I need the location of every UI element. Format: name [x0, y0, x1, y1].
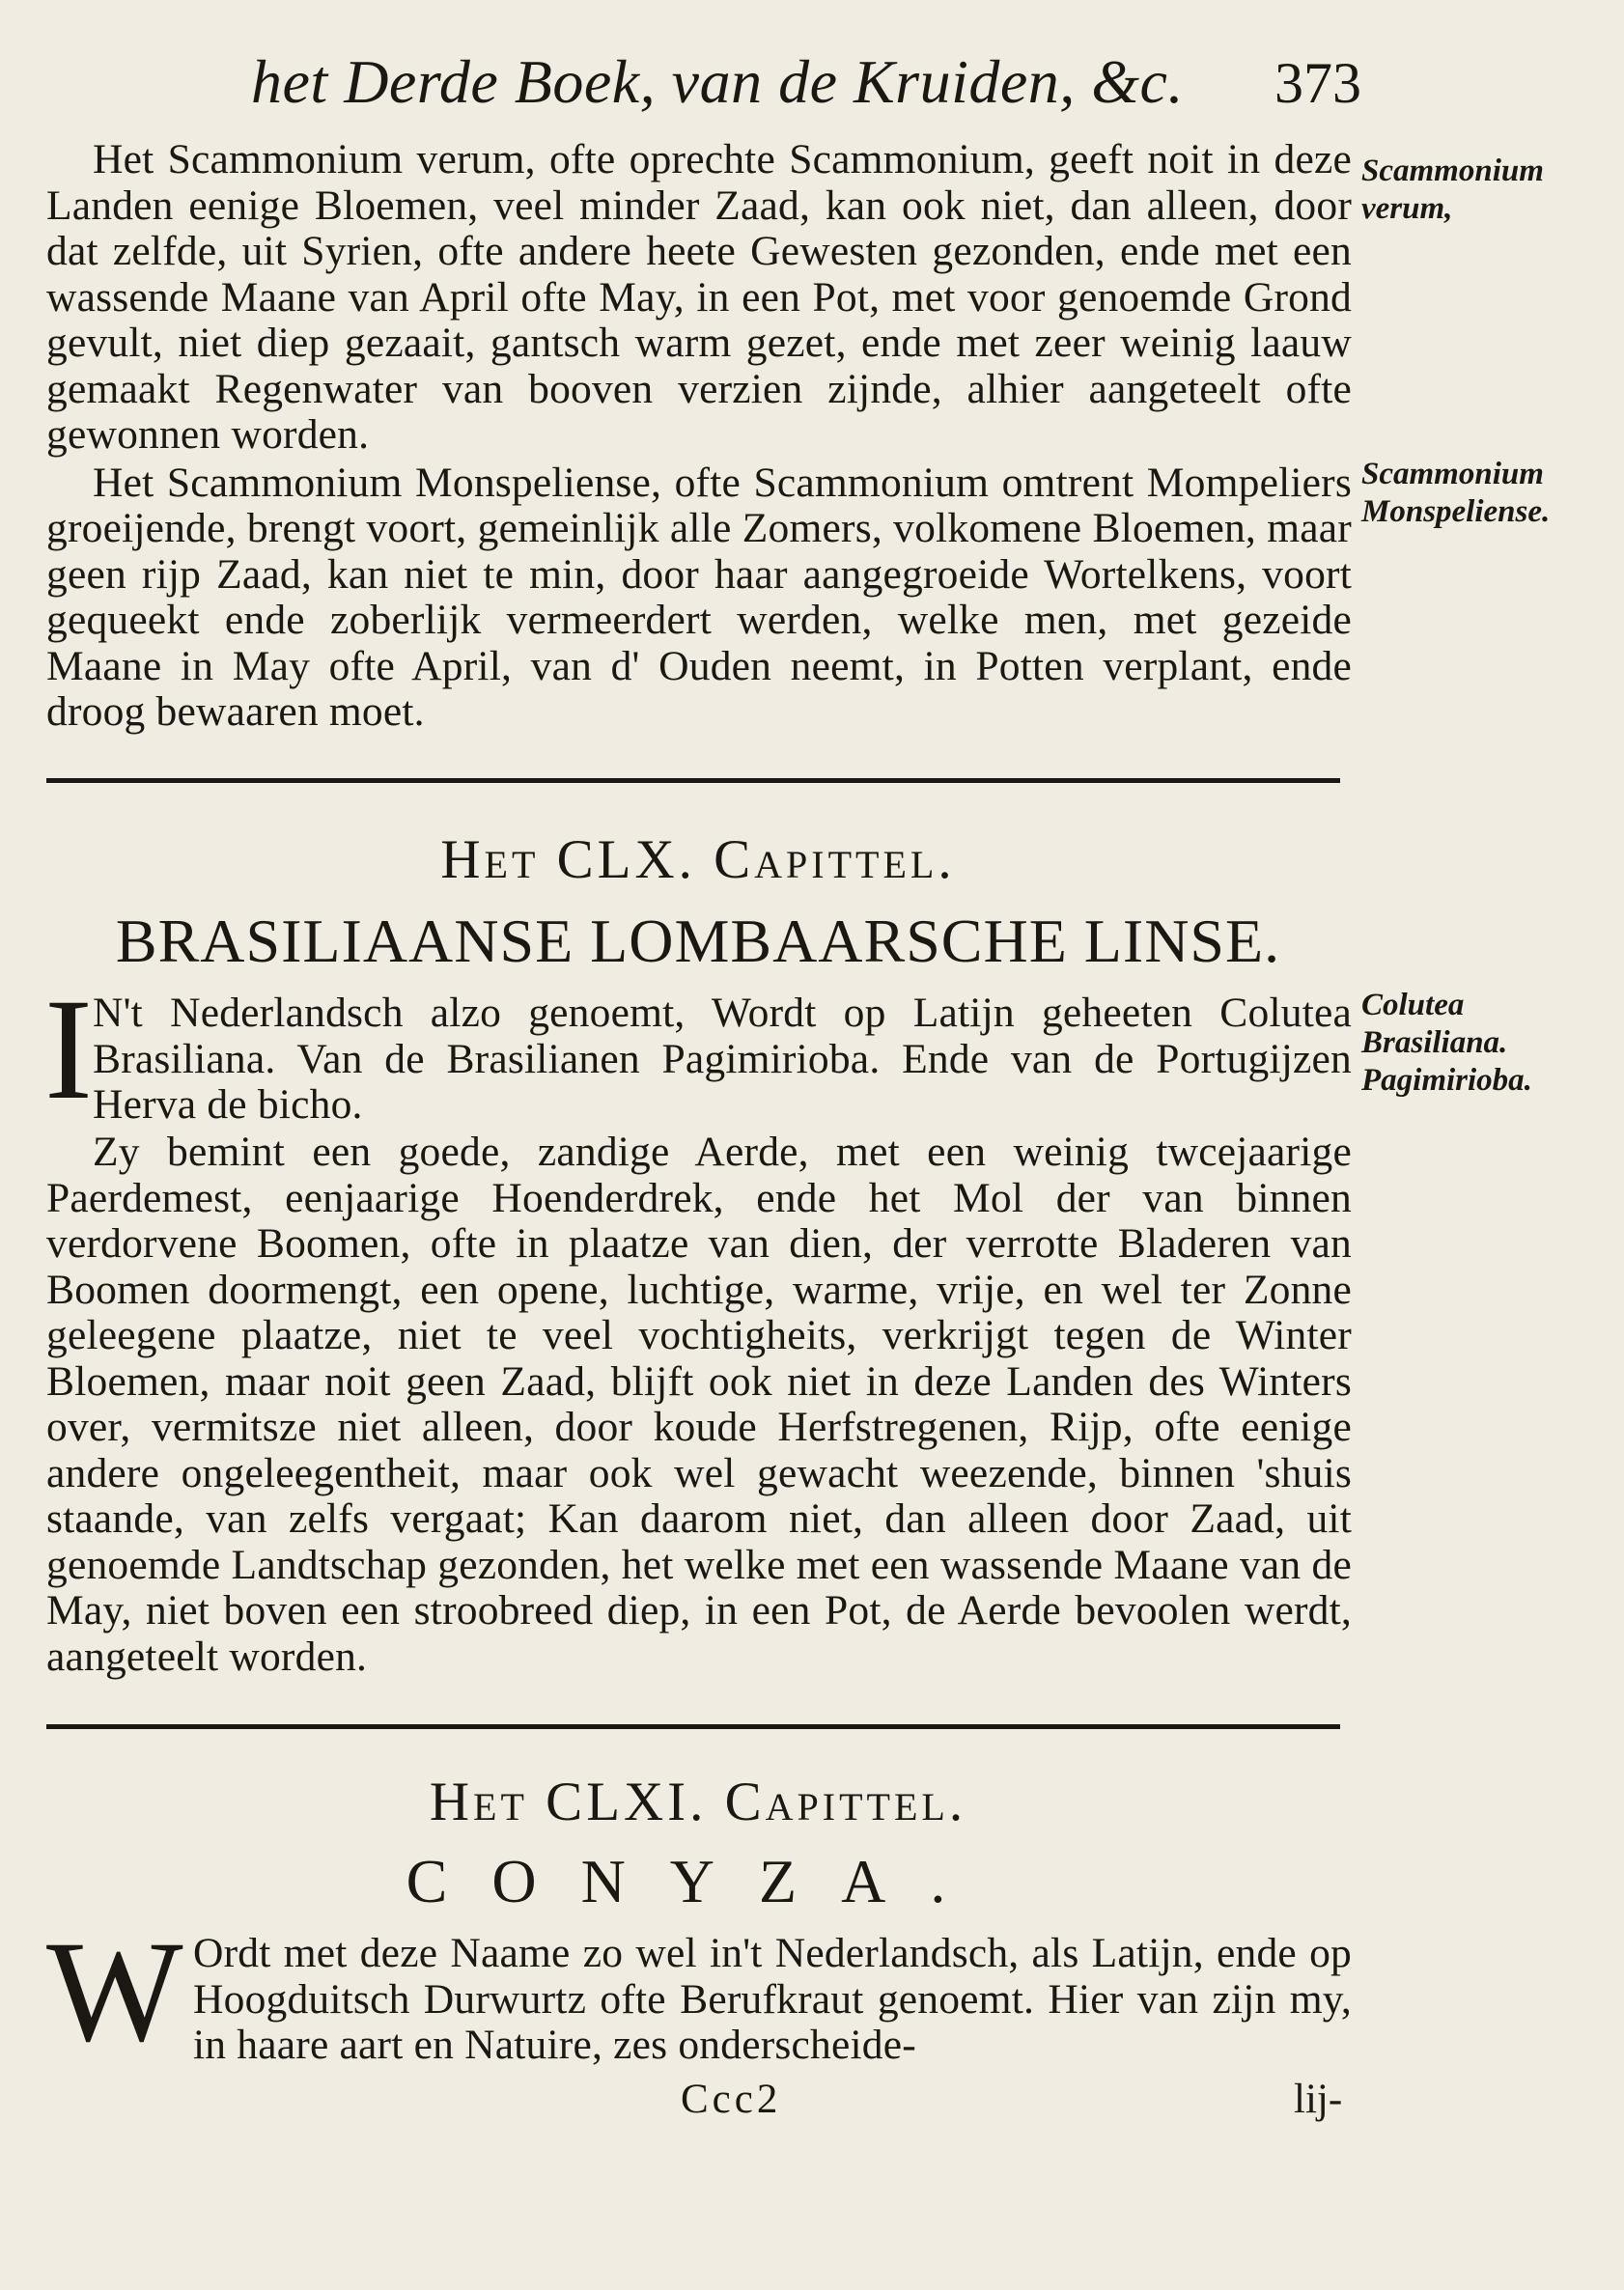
paragraph-colutea-naming: N't Nederlandsch alzo genoemt, Wordt op Latijn geheeten Colutea Brasiliana. Van de Brasilianen Pagimirioba. Ende van de Portugijzen Herva de bicho.: [93, 990, 1352, 1128]
drop-cap-w: W: [46, 1912, 183, 2072]
chapter-clx-body: [46, 1130, 1352, 1680]
paragraph-scammonium-monspeliense: Het Scammonium Monspeliense, ofte Scammonium omtrent Mompeliers groeijende, brengt voort, gemeinlijk alle Zomers, volkomene Bloemen, maar geen rijp Zaad, kan niet te min, door haar aangegroeide Wortelkens, voort gequeekt ende zoberlijk vermeerdert werden, welke men, met gezeide Maane in May ofte April, van d' Ouden neemt, in Potten verplant, ende droog bewaaren moet.: [46, 459, 1352, 735]
show-through-decoration: [1381, 830, 1388, 863]
chapter-heading-clx: Het CLX. Capittel.: [440, 829, 956, 890]
page-header: [251, 46, 1361, 124]
chapter-clx-intro: [93, 991, 1352, 1129]
chapter-title-conyza: CONYZA.: [406, 1847, 991, 1915]
drop-cap-i: I: [44, 969, 93, 1130]
section-divider-rule-2: [46, 1724, 1340, 1729]
chapter-title-brasiliaanse-lombaarsche-linse: BRASILIAANSE LOMBAARSCHE LINSE.: [115, 907, 1281, 975]
section-scammonium: [46, 137, 1352, 736]
signature-mark: Ccc2: [681, 2077, 782, 2122]
running-title: het Derde Boek, van de Kruiden, &c.: [251, 47, 1184, 116]
catchword: lij-: [1294, 2077, 1343, 2122]
margin-note-scammonium-monspeliense: Scammonium Monspeliense.: [1361, 457, 1551, 529]
paragraph-scammonium-verum: Het Scammonium verum, ofte oprechte Scammonium, geeft noit in deze Landen eenige Bloemen, veel minder Zaad, kan ook niet, dan alleen, door dat zelfde, uit Syrien, ofte andere heete Gewesten gezonden, ende met een wassende Maane van April ofte May, in een Pot, met voor genoemde Grond gevult, niet diep gezaait, gantsch warm gezet, ende met zeer weinig laauw gemaakt Regenwater van booven verzien zijnde, alhier aangeteelt ofte gewonnen worden.: [46, 136, 1352, 458]
chapter-heading-clxi: Het CLXI. Capittel.: [429, 1772, 967, 1832]
chapter-clxi-body: [193, 1931, 1352, 2069]
page-number: 373: [1274, 51, 1361, 115]
margin-note-colutea-brasiliana: Colutea Brasiliana. Pagimirioba.: [1361, 988, 1532, 1098]
paragraph-colutea-cultivation: Zy bemint een goede, zandige Aerde, met een weinig twcejaarige Paerdemest, eenjaarige Hoenderdrek, ende het Mol der van binnen verdorvene Boomen, ofte in plaatze van dien, der verrotte Bladeren van Boomen doormengt, een opene, luchtige, warme, vrije, en wel ter Zonne geleegene plaatze, niet te veel vochtigheits, verkrijgt tegen de Winter Bloemen, maar noit geen Zaad, blijft ook niet in deze Landen des Winters over, vermitsze niet alleen, door koude Herfstregenen, Rijp, ofte eenige andere ongeleegentheit, maar ook wel gewacht weezende, binnen 'shuis staande, van zelfs vergaat; Kan daarom niet, dan alleen door Zaad, uit genoemde Landtschap gezonden, het welke met een wassende Maane van de May, niet boven een stroobreed diep, in een Pot, de Aerde bevoolen werdt, aangeteelt worden.: [46, 1129, 1352, 1680]
paragraph-conyza-naming: Ordt met deze Naame zo wel in't Nederlandsch, als Latijn, ende op Hoogduitsch Durwurtz ofte Berufkraut genoemt. Hier van zijn my, in haare aart en Natuire, zes onderscheide-: [193, 1930, 1352, 2068]
section-divider-rule: [46, 778, 1340, 783]
margin-note-scammonium-verum: Scammonium verum,: [1361, 154, 1544, 226]
